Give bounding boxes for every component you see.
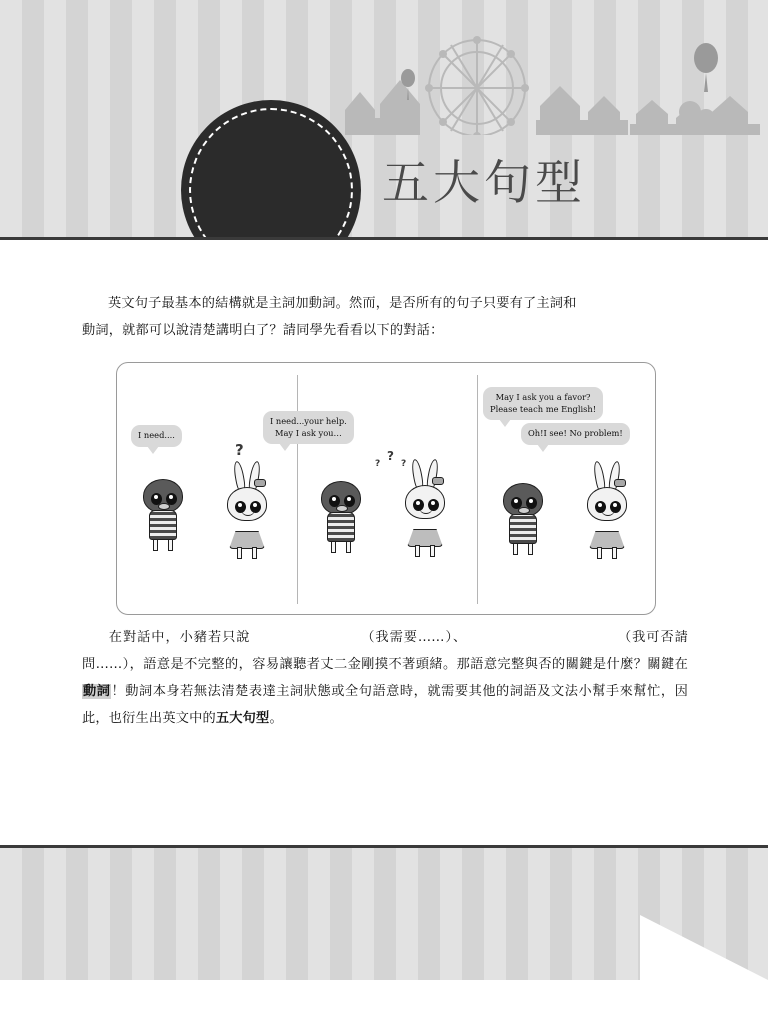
rabbit-head <box>405 485 445 519</box>
explanation-paragraph <box>82 624 688 732</box>
pig-leg-right <box>346 541 351 553</box>
pig-leg-left <box>331 541 336 553</box>
page-footer-band <box>0 845 768 980</box>
speech-line-1: I need...your help. <box>270 416 347 426</box>
rabbit-leg-right <box>430 545 435 557</box>
explanation-seg-4: ！動詞本身若無法清楚表達主詞狀態或全句語意時，就需要其他的詞語及文法小幫手來幫忙，因此，也衍生出英文中的 <box>82 684 688 726</box>
pig-leg-left <box>153 539 158 551</box>
rabbit-skirt <box>229 531 265 549</box>
rabbit-mouth <box>601 508 615 516</box>
highlight-verb: 動詞 <box>83 684 111 699</box>
pig-head <box>321 481 361 515</box>
pig-snout <box>158 503 170 510</box>
rabbit-leg-left <box>237 547 242 559</box>
speech-bubble-reply: Oh!I see! No problem! <box>521 423 630 445</box>
comic-panel-2 <box>270 363 477 616</box>
pig-leg-right <box>528 543 533 555</box>
question-mark-icon: ? <box>375 459 381 469</box>
speech-bubble: I need.... <box>131 425 182 447</box>
rabbit-head <box>587 487 627 521</box>
pig-head <box>503 483 543 517</box>
speech-bubble <box>483 387 603 420</box>
rabbit-bow <box>254 479 266 487</box>
speech-line-1: May I ask you a favor? <box>495 392 591 402</box>
page-title: 五大句型 <box>382 156 586 211</box>
comic-panel-3 <box>477 363 657 616</box>
pig-body <box>149 510 177 540</box>
pig-head <box>143 479 183 513</box>
pig-body <box>327 512 355 542</box>
speech-bubble <box>263 411 354 444</box>
speech-line-2: May I ask you… <box>274 427 342 438</box>
intro-line-2: 動詞，就都可以說清楚講明白了？請同學先看看以下的對話： <box>82 323 444 338</box>
amusement-park-skyline-illustration <box>0 0 768 135</box>
rabbit-bow <box>432 477 444 485</box>
explanation-seg-1: 在對話中，小豬若只說 <box>108 630 251 645</box>
question-mark-icon: ? <box>387 449 394 463</box>
rabbit-bow <box>614 479 626 487</box>
pig-snout <box>518 507 530 514</box>
rabbit-leg-right <box>612 547 617 559</box>
bold-five-patterns: 五大句型 <box>215 711 270 726</box>
pig-snout <box>336 505 348 512</box>
question-mark-icon: ? <box>235 441 244 459</box>
comic-strip <box>116 362 656 615</box>
pig-leg-right <box>168 539 173 551</box>
rabbit-skirt <box>407 529 443 547</box>
pig-leg-left <box>513 543 518 555</box>
explanation-seg-2: （我需要……）、 <box>360 630 468 645</box>
explanation-seg-5: 。 <box>269 711 283 726</box>
intro-paragraph <box>82 290 688 344</box>
speech-line-2: Please teach me English! <box>490 403 597 414</box>
question-mark-icon: ? <box>401 459 407 469</box>
rabbit-mouth <box>419 506 433 514</box>
rabbit-leg-right <box>252 547 257 559</box>
rabbit-skirt <box>589 531 625 549</box>
rabbit-head <box>227 487 267 521</box>
intro-line-1: 英文句子最基本的結構就是主詞加動詞。然而，是否所有的句子只要有了主詞和 <box>108 296 577 311</box>
rabbit-mouth <box>241 508 255 516</box>
rabbit-leg-left <box>415 545 420 557</box>
comic-panel-1 <box>117 363 297 616</box>
rabbit-leg-left <box>597 547 602 559</box>
explanation-seg-3: （我可否請問……），語意是不完整的，容易讓聽者丈二金剛摸不著頭緒。那語意完整與否的關鍵是什麼？關鍵在 <box>82 630 689 672</box>
pig-body <box>509 514 537 544</box>
